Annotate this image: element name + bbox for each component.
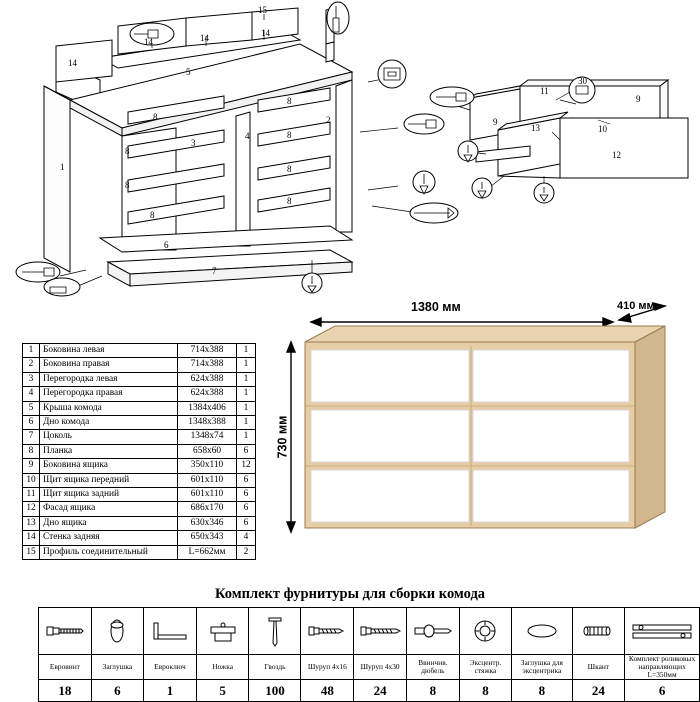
drawer-number-9-a: 9 <box>636 94 641 104</box>
hardware-count: 8 <box>407 680 460 702</box>
part-number-2: 2 <box>326 115 331 125</box>
part-qty: 6 <box>237 488 256 502</box>
part-number-7: 7 <box>212 266 217 276</box>
part-number-8-h: 8 <box>287 196 292 206</box>
allen-key-icon <box>144 608 197 655</box>
exploded-svg <box>0 0 700 300</box>
cam-cover-icon <box>512 608 572 655</box>
part-size: 1348х388 <box>178 416 237 430</box>
hardware-count: 18 <box>39 680 92 702</box>
hardware-name: Евровинт <box>39 655 92 680</box>
part-number-8-c: 8 <box>125 180 130 190</box>
hardware-icons-row <box>39 608 700 655</box>
slide-rail-icon <box>625 608 700 655</box>
dresser-height-label: 730 мм <box>275 415 290 459</box>
part-number-14-a: 14 <box>68 58 77 68</box>
screw-4x16-icon <box>301 608 354 655</box>
part-name: Перегородка правая <box>40 387 178 401</box>
part-name: Щит ящика задний <box>40 488 178 502</box>
hardware-count: 5 <box>196 680 249 702</box>
table-row <box>23 488 256 502</box>
table-row <box>23 502 256 516</box>
table-row <box>23 516 256 530</box>
part-no: 6 <box>23 416 40 430</box>
assembled-dresser-illustration <box>275 300 683 545</box>
drawer-number-9-b: 9 <box>493 117 498 127</box>
table-row <box>23 344 256 358</box>
part-no: 3 <box>23 372 40 386</box>
nail-icon <box>249 608 301 655</box>
hardware-count: 1 <box>144 680 197 702</box>
part-number-15: 15 <box>258 5 267 15</box>
hardware-name: Шуруп 4х16 <box>301 655 354 680</box>
part-name: Дно комода <box>40 416 178 430</box>
table-row <box>23 444 256 458</box>
hardware-name: Эксцентр. стяжка <box>459 655 511 680</box>
part-qty: 1 <box>237 344 256 358</box>
part-no: 14 <box>23 531 40 545</box>
hardware-name: Гвоздь <box>249 655 301 680</box>
part-no: 9 <box>23 459 40 473</box>
exploded-assembly-diagram <box>0 0 700 300</box>
part-number-3: 3 <box>191 138 196 148</box>
hardware-name: Ножка <box>196 655 249 680</box>
hardware-count: 8 <box>459 680 511 702</box>
part-number-8-d: 8 <box>150 210 155 220</box>
table-row <box>23 358 256 372</box>
hardware-count: 24 <box>354 680 407 702</box>
part-no: 15 <box>23 545 40 559</box>
drawer-number-30: 30 <box>578 76 587 86</box>
hardware-count: 8 <box>512 680 572 702</box>
part-name: Перегородка левая <box>40 372 178 386</box>
table-row <box>23 531 256 545</box>
parts-list-body <box>23 344 256 560</box>
table-row <box>23 401 256 415</box>
part-no: 7 <box>23 430 40 444</box>
part-name: Боковина правая <box>40 358 178 372</box>
hardware-section-title: Комплект фурнитуры для сборки комода <box>214 586 486 602</box>
hardware-count: 6 <box>625 680 700 702</box>
part-size: 714х388 <box>178 344 237 358</box>
part-number-14-b: 14 <box>144 37 153 47</box>
part-qty: 1 <box>237 387 256 401</box>
part-no: 2 <box>23 358 40 372</box>
part-number-4: 4 <box>245 131 250 141</box>
part-name: Щит ящика передний <box>40 473 178 487</box>
dresser-svg <box>283 300 683 545</box>
part-no: 8 <box>23 444 40 458</box>
part-name: Фасад ящика <box>40 502 178 516</box>
table-row <box>23 545 256 559</box>
hardware-name: Евроключ <box>144 655 197 680</box>
part-qty: 1 <box>237 358 256 372</box>
euro-screw-icon <box>39 608 92 655</box>
part-size: 601х110 <box>178 473 237 487</box>
part-number-14-d: 14 <box>261 28 270 38</box>
part-size: 630х346 <box>178 516 237 530</box>
hardware-table <box>38 607 700 702</box>
part-no: 11 <box>23 488 40 502</box>
table-row <box>23 416 256 430</box>
part-qty: 1 <box>237 430 256 444</box>
part-number-8-f: 8 <box>287 130 292 140</box>
part-size: 650х343 <box>178 531 237 545</box>
part-no: 10 <box>23 473 40 487</box>
part-number-1: 1 <box>60 162 65 172</box>
hardware-name: Ввинчив. дюбель <box>407 655 460 680</box>
table-row <box>23 372 256 386</box>
hardware-name: Шкант <box>572 655 625 680</box>
part-size: 686х170 <box>178 502 237 516</box>
drawer-number-13: 13 <box>531 123 540 133</box>
table-row <box>23 387 256 401</box>
hardware-count: 100 <box>249 680 301 702</box>
part-name: Боковина левая <box>40 344 178 358</box>
part-no: 4 <box>23 387 40 401</box>
part-number-8-b: 8 <box>125 146 130 156</box>
hardware-names-row <box>39 655 700 680</box>
dowel-icon <box>572 608 625 655</box>
part-qty: 6 <box>237 516 256 530</box>
table-row <box>23 459 256 473</box>
drawer-number-10: 10 <box>598 124 607 134</box>
part-number-8-e: 8 <box>287 96 292 106</box>
part-name: Стенка задняя <box>40 531 178 545</box>
part-size: 1348х74 <box>178 430 237 444</box>
part-no: 1 <box>23 344 40 358</box>
part-number-5: 5 <box>186 67 191 77</box>
part-number-8-g: 8 <box>287 164 292 174</box>
part-size: 624х388 <box>178 372 237 386</box>
part-size: 658х60 <box>178 444 237 458</box>
table-row <box>23 473 256 487</box>
part-qty: 1 <box>237 416 256 430</box>
part-name: Профиль соединительный <box>40 545 178 559</box>
part-qty: 1 <box>237 372 256 386</box>
part-name: Дно ящика <box>40 516 178 530</box>
hardware-counts-row <box>39 680 700 702</box>
drawer-number-11: 11 <box>540 86 549 96</box>
hardware-name: Заглушка <box>91 655 143 680</box>
dresser-depth-label: 410 мм <box>617 300 655 312</box>
part-qty: 6 <box>237 502 256 516</box>
hardware-name: Шуруп 4х30 <box>354 655 407 680</box>
part-name: Цоколь <box>40 430 178 444</box>
screw-4x30-icon <box>354 608 407 655</box>
screw-in-dowel-icon <box>407 608 460 655</box>
cap-plug-icon <box>91 608 143 655</box>
part-number-8-a: 8 <box>153 112 158 122</box>
part-name: Планка <box>40 444 178 458</box>
hardware-count: 48 <box>301 680 354 702</box>
leg-icon <box>196 608 249 655</box>
part-qty: 2 <box>237 545 256 559</box>
part-qty: 6 <box>237 444 256 458</box>
parts-list-table <box>22 343 256 560</box>
table-row <box>23 430 256 444</box>
part-size: L=662мм <box>178 545 237 559</box>
part-size: 601х110 <box>178 488 237 502</box>
part-no: 5 <box>23 401 40 415</box>
part-qty: 4 <box>237 531 256 545</box>
part-name: Крыша комода <box>40 401 178 415</box>
part-no: 13 <box>23 516 40 530</box>
hardware-name: Комплект роликовых направляющих L=350мм <box>625 655 700 680</box>
part-no: 12 <box>23 502 40 516</box>
part-qty: 12 <box>237 459 256 473</box>
drawer-number-12: 12 <box>612 150 621 160</box>
hardware-count: 6 <box>91 680 143 702</box>
part-qty: 1 <box>237 401 256 415</box>
part-size: 350х110 <box>178 459 237 473</box>
part-number-14-c: 14 <box>200 33 209 43</box>
cam-lock-icon <box>459 608 511 655</box>
part-number-6: 6 <box>164 240 169 250</box>
part-qty: 6 <box>237 473 256 487</box>
part-size: 624х388 <box>178 387 237 401</box>
part-size: 714х388 <box>178 358 237 372</box>
part-name: Боковина ящика <box>40 459 178 473</box>
hardware-name: Заглушка для эксцентрика <box>512 655 572 680</box>
hardware-count: 24 <box>572 680 625 702</box>
dresser-width-label: 1380 мм <box>411 300 461 314</box>
part-size: 1384х406 <box>178 401 237 415</box>
